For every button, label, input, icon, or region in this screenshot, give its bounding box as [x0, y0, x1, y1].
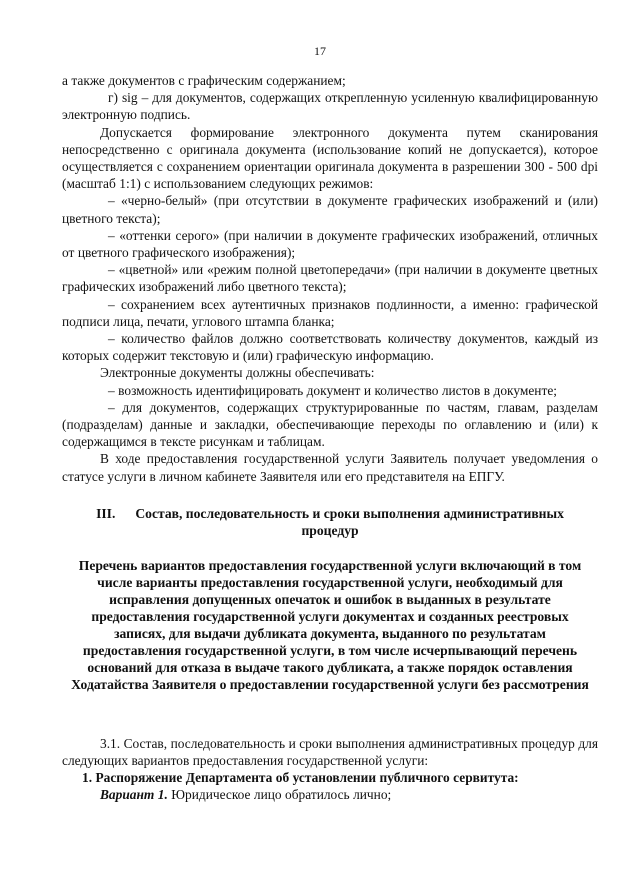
- list-item: – сохранением всех аутентичных признаков подлинности, а именно: графической подписи лица, печати, углового штампа бланка;: [62, 296, 598, 329]
- item-heading: 1. Распоряжение Департамента об установлении публичного сервитута:: [82, 770, 519, 786]
- subsection-heading: Перечень вариантов предоставления государственной услуги включающий в том числе варианты предоставления государственной услуги, необходимый для исправления допущенных опечаток и ошибок в выданных в результате предоставления государственной услуги документах и созданных реестровых записях, для выдачи дубликата документа, выданного по результатам предоставления государственной услуги, в том числе исчерпывающий перечень оснований для отказа в выдаче такого дубликата, а также порядок оставления Ходатайства Заявителя о предоставлении государственной услуги без рассмотрения: [71, 557, 589, 692]
- clause-paragraph: 3.1. Состав, последовательность и сроки выполнения административных процедур для следующих вариантов предоставления государственной услуги:: [62, 735, 598, 769]
- page-number: 17: [314, 44, 326, 58]
- paragraph: а также документов с графическим содержанием;: [62, 73, 346, 88]
- paragraph: Допускается формирование электронного документа путем сканирования непосредственно с оригинала документа (использование копий не допускается), которое осуществляется с сохранением ориентации оригинала документа в разрешении 300 - 500 dpi (масштаб 1:1) с использованием следующих режимов:: [62, 124, 598, 192]
- section-number: III.: [96, 505, 116, 521]
- section-heading: [62, 505, 598, 539]
- list-item: – «цветной» или «режим полной цветопередачи» (при наличии в документе цветных графических изображений либо цветного текста);: [62, 262, 598, 295]
- variant-text: Юридическое лицо обратилось лично;: [167, 787, 392, 803]
- variant-label: Вариант 1.: [100, 787, 168, 803]
- paragraph: г) sig – для документов, содержащих открепленную усиленную квалифицированную электронную подпись.: [62, 90, 598, 123]
- list-item: – «черно-белый» (при отсутствии в документе графических изображений и (или) цветного текста);: [62, 193, 598, 226]
- paragraph: В ходе предоставления государственной услуги Заявитель получает уведомления о статусе услуги в личном кабинете Заявителя или его представителя на ЕПГУ.: [62, 451, 598, 484]
- spacer: [62, 693, 598, 735]
- list-item: – количество файлов должно соответствовать количеству документов, каждый из которых содержит текстовую и (или) графическую информацию.: [62, 331, 598, 364]
- paragraph: Электронные документы должны обеспечивать:: [100, 365, 375, 381]
- variant-line: [62, 786, 598, 803]
- list-item: – возможность идентифицировать документ и количество листов в документе;: [108, 382, 557, 398]
- document-body: [62, 72, 598, 804]
- section-title: Состав, последовательность и сроки выполнения административных процедур: [135, 505, 564, 538]
- list-item: – для документов, содержащих структурированные по частям, главам, разделам (подразделам) данные и закладки, обеспечивающие переходы по оглавлению и (или) к содержащимся в тексте рисункам и таблицам.: [62, 399, 598, 450]
- list-item: – «оттенки серого» (при наличии в документе графических изображений, отличных от цветного графического изображения);: [62, 227, 598, 261]
